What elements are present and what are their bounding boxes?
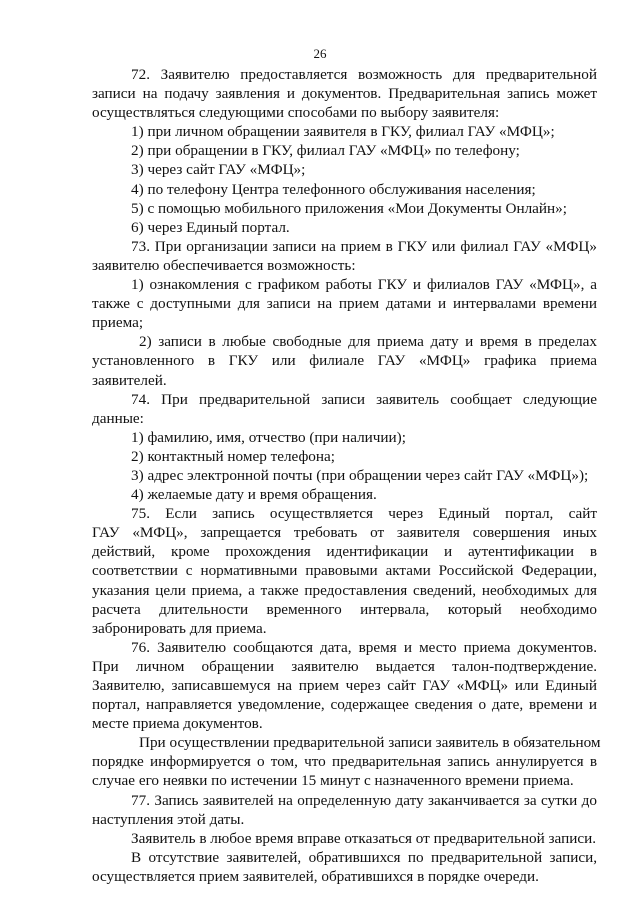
text-line: Заявитель в любое время вправе отказаться от предварительной записи. xyxy=(131,829,596,847)
text-line: 1) фамилию, имя, отчество (при наличии); xyxy=(131,428,406,446)
text-line: 77. Запись заявителей на определенную дату заканчивается за сутки до xyxy=(131,791,597,809)
text-line: В отсутствие заявителей, обратившихся по предварительной записи, xyxy=(131,848,597,866)
text-line: 1) ознакомления с графиком работы ГКУ и филиалов ГАУ «МФЦ», а xyxy=(131,276,597,294)
text-line: 4) по телефону Центра телефонного обслуживания населения; xyxy=(131,180,536,198)
text-line: 76. Заявителю сообщаются дата, время и место приема документов. xyxy=(131,638,597,656)
text-line: установленного в ГКУ или филиале ГАУ «МФЦ» графика приема xyxy=(92,352,597,370)
text-line: 3) через сайт ГАУ «МФЦ»; xyxy=(131,161,306,179)
text-line: случае его неявки по истечении 15 минут с назначенного времени приема. xyxy=(92,772,574,790)
text-line: действий, кроме прохождения идентификации и аутентификации в xyxy=(92,543,597,561)
page-number: 26 xyxy=(313,46,327,61)
text-line: 2) при обращении в ГКУ, филиал ГАУ «МФЦ» по телефону; xyxy=(131,142,520,160)
text-line: 72. Заявителю предоставляется возможность для предварительной xyxy=(131,66,597,83)
text-line: данные: xyxy=(92,409,144,427)
text-line: 73. При организации записи на прием в ГКУ или филиал ГАУ «МФЦ» xyxy=(131,237,597,255)
text-line: осуществляться следующими способами по выбору заявителя: xyxy=(92,104,500,122)
text-line: заявителю обеспечивается возможность: xyxy=(92,256,356,274)
text-line: 3) адрес электронной почты (при обращении через сайт ГАУ «МФЦ»); xyxy=(131,466,589,484)
text-line: При осуществлении предварительной записи заявитель в обязательном xyxy=(139,734,601,752)
text-line: 5) с помощью мобильного приложения «Мои Документы Онлайн»; xyxy=(131,199,567,217)
text-line: заявителей. xyxy=(92,371,167,389)
text-line: портал, направляется уведомление, содержащее сведения о дате, времени и xyxy=(92,696,597,714)
text-line: 6) через Единый портал. xyxy=(131,218,290,236)
text-line: соответствии с нормативными правовыми актами Российской Федерации, xyxy=(92,562,597,580)
text-line: порядке информируется о том, что предварительная запись аннулируется в xyxy=(92,753,597,771)
text-line: забронировать для приема. xyxy=(92,619,267,637)
text-line: 2) записи в любые свободные для приема дату и время в пределах xyxy=(139,333,597,351)
text-line: также с доступными для записи на прием датами и интервалами времени xyxy=(92,295,597,313)
text-line: наступления этой даты. xyxy=(92,810,245,828)
text-line: 4) желаемые дату и время обращения. xyxy=(131,486,377,504)
text-line: 74. При предварительной записи заявитель сообщает следующие xyxy=(131,390,597,408)
text-line: указания цели приема, а также предоставления сведений, необходимых для xyxy=(92,581,597,599)
document-body xyxy=(92,65,601,886)
text-line: При личном обращении заявителю выдается талон-подтверждение. xyxy=(92,657,597,675)
text-line: ГАУ «МФЦ», запрещается требовать от заявителя совершения иных xyxy=(92,524,597,542)
text-line: расчета длительности временного интервала, который необходимо xyxy=(92,600,597,618)
text-line: приема; xyxy=(92,314,144,332)
text-line: 75. Если запись осуществляется через Единый портал, сайт xyxy=(131,505,597,523)
text-line: Заявителю, записавшемуся на прием через сайт ГАУ «МФЦ» или Единый xyxy=(92,677,597,694)
text-line: записи на подачу заявления и документов. Предварительная запись может xyxy=(92,85,597,103)
text-line: месте приема документов. xyxy=(92,715,263,733)
text-line: 1) при личном обращении заявителя в ГКУ, филиал ГАУ «МФЦ»; xyxy=(131,123,555,141)
text-line: осуществляется прием заявителей, обратившихся в порядке очереди. xyxy=(92,867,539,885)
text-line: 2) контактный номер телефона; xyxy=(131,447,335,465)
